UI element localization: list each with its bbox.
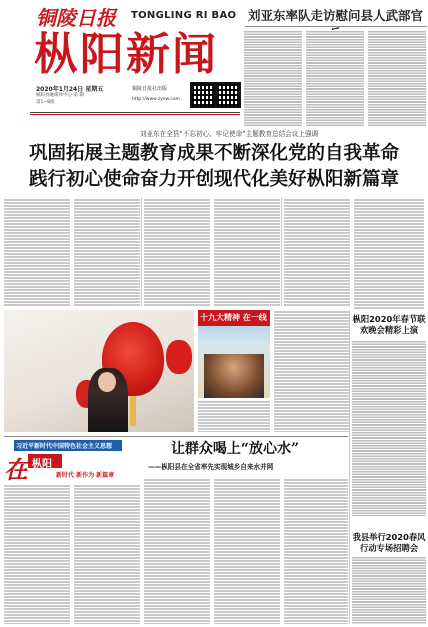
column-tag-top-text: 习近平新时代中国特色社会主义思想 [16,443,113,450]
lead-body-col [4,198,70,306]
feature-body-col [4,484,70,624]
section-divider [4,436,348,437]
lead-body-col [284,198,350,306]
masthead-group-name: 铜陵日报 [36,6,116,30]
column-tag-main: 枞阳 [32,459,52,470]
photo-caption-banner: 十九大精神 在一线 [200,313,267,322]
lead-kicker: 刘亚东在全县“不忘初心、牢记使命”主题教育总结会议上强调 [139,130,319,138]
bottom-right-headline[interactable]: 我县举行2020春风行动专场招聘会 [352,532,426,553]
feature-headline[interactable]: 让群众喝上“放心水” [170,441,300,457]
middle-right-headline[interactable]: 枞阳2020年春节联欢晚会精彩上演 [352,314,426,335]
column-divider [141,198,142,306]
festival-photo [198,310,270,398]
lead-body-col [354,198,424,310]
lead-headline-line1[interactable]: 巩固拓展主题教育成果不断深化党的自我革命 [28,143,399,164]
masthead-divider [30,114,240,115]
masthead-website[interactable]: http://www.zyxw.com [132,97,180,102]
headline-underline [245,26,427,27]
person-face [98,372,116,392]
feature-body-col [284,478,348,624]
masthead-group-pinyin: TONGLING RI BAO [131,10,237,21]
middle-right-body [352,340,426,516]
bottom-right-body [352,556,426,624]
feature-body-col [74,484,140,624]
lead-body-col [74,198,140,306]
lantern-photo [4,310,194,432]
column-tag-slogan: 新时代 新作为 新篇章 [56,472,115,479]
lead-headline-line2[interactable]: 践行初心使命奋力开创现代化美好枞阳新篇章 [28,169,399,190]
masthead-date: 2020年1月24日 星期五 [36,86,104,93]
column-tag-left: 在 [4,455,28,484]
feature-subhead: ——枞阳县在全省率先实现城乡自来水并网 [148,463,274,471]
top-right-article-col2 [306,30,364,126]
lantern-tassel [130,396,136,426]
masthead-title: 枞阳新闻 [34,29,218,80]
column-divider [349,310,350,624]
lead-body-col [144,198,210,306]
masthead-small-line2: 第1~8版 [36,100,55,105]
column-tag [4,440,122,484]
crowd-shape [204,354,264,398]
top-right-article-col1 [244,30,302,126]
feature-body-col [214,478,280,624]
lead-body-col [214,198,280,306]
column-divider [281,198,282,306]
top-right-headline[interactable]: 刘亚东率队走访慰问县人武部官 [247,9,423,23]
top-right-article-col3 [368,30,426,126]
feature-body-col [144,478,210,624]
qr-code-icon [190,82,216,108]
lantern-shape [166,340,192,374]
qr-code-icon [215,82,241,108]
photo-caption-text [198,400,270,432]
masthead-publisher: 铜陵日报社出版 [132,86,168,92]
masthead-small-line1: 枞阳县融媒体中心·第 期 [36,93,84,98]
masthead-divider [30,112,240,113]
photo-side-text [274,310,350,432]
